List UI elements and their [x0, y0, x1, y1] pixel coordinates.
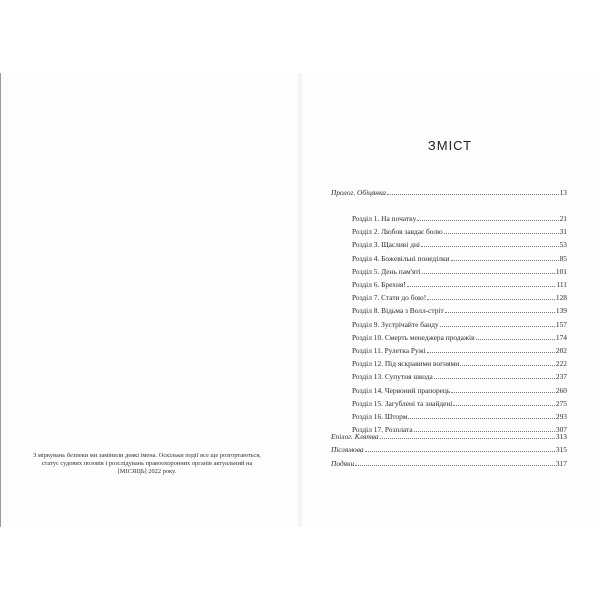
toc-entry-back-matter	[331, 444, 567, 454]
dot-leader	[451, 392, 555, 393]
toc-entry-page: 307	[555, 425, 567, 435]
toc-entry-label: Розділ 14. Червоний прапорець	[352, 385, 451, 395]
dot-leader	[408, 418, 555, 419]
toc-entry-label: Розділ 9. Зустрічайте банду	[352, 319, 439, 329]
toc-entry-page: 315	[555, 445, 567, 455]
dot-leader	[434, 378, 555, 379]
dot-leader	[476, 339, 555, 340]
toc-entry-page: 317	[555, 458, 567, 468]
toc-entry-back-matter	[331, 431, 567, 441]
book-spread	[0, 73, 600, 527]
dot-leader	[427, 352, 555, 353]
toc-title: ЗМІСТ	[427, 138, 473, 153]
toc-entry-chapter	[352, 411, 567, 421]
toc-entry-label: Розділ 5. День пам'яті	[352, 266, 421, 276]
dot-leader	[453, 405, 554, 406]
dot-leader	[417, 220, 558, 221]
dot-leader	[365, 451, 555, 452]
dot-leader	[407, 286, 556, 287]
toc-entry-label: Розділ 12. Під яскравими вогнями	[352, 359, 460, 369]
toc-entry-page: 202	[555, 346, 567, 355]
left-page	[0, 73, 300, 527]
dot-leader	[355, 465, 555, 466]
toc-entry-page: 139	[555, 306, 567, 316]
dot-leader	[444, 233, 559, 234]
dot-leader	[440, 326, 555, 327]
toc-entry-label: Розділ 8. Відьма з Волл-стріт	[352, 306, 444, 316]
toc-entry-label: Розділ 15. Загублені та знайдені	[352, 398, 453, 408]
toc-entry-page: 128	[555, 293, 567, 303]
dot-leader	[421, 246, 559, 247]
toc-entry-page: 237	[555, 372, 567, 382]
dot-leader	[422, 273, 555, 274]
toc-entry-chapter	[352, 266, 567, 276]
toc-entry-label: Розділ 10. Смерть менеджера продажів	[352, 332, 475, 342]
toc-entry-label: Розділ 11. Рулетка Ружі	[352, 346, 426, 355]
toc-entry-chapter	[352, 319, 567, 329]
toc-entry-chapter	[352, 239, 567, 249]
toc-entry-back-matter	[331, 458, 567, 468]
toc-entry-chapter	[352, 345, 567, 355]
toc-entry-label: Розділ 13. Супутня шкода	[352, 372, 433, 382]
dot-leader	[387, 194, 559, 195]
toc-entry-page: 157	[555, 319, 567, 329]
toc-entry-page: 174	[555, 332, 567, 342]
toc-entry-label: Подяки	[331, 458, 355, 468]
toc-entry-page: 293	[555, 412, 567, 421]
toc-entry-label: Епілог. Клятва	[331, 432, 379, 441]
toc-entry-chapter	[352, 226, 567, 236]
toc-entry-prologue	[331, 187, 567, 197]
toc-entry-chapter	[352, 332, 567, 342]
toc-entry-chapter	[352, 385, 567, 395]
toc-entry-label: Пролог. Обіцянка	[331, 188, 386, 197]
toc-entry-chapter	[352, 358, 567, 368]
toc-entry-chapter	[352, 253, 567, 263]
toc-entry-page: 13	[559, 188, 567, 197]
toc-entry-chapter	[352, 213, 567, 223]
toc-entry-chapter	[352, 305, 567, 315]
toc-entry-page: 260	[555, 385, 567, 395]
toc-entry-chapter	[352, 279, 567, 289]
dot-leader	[451, 260, 559, 261]
toc-entry-page: 21	[559, 214, 567, 223]
toc-entry-page: 31	[559, 227, 567, 237]
toc-entry-page: 53	[559, 240, 567, 250]
toc-entry-label: Розділ 3. Щасливі дні	[352, 240, 420, 250]
toc-entry-label: Розділ 2. Любов завдає болю	[352, 227, 443, 237]
toc-entry-label: Розділ 7. Стати до бою!	[352, 293, 427, 303]
toc-entry-page: 275	[555, 398, 567, 408]
toc-entry-chapter	[352, 371, 567, 381]
toc-entry-page: 85	[559, 253, 567, 263]
toc-entry-page: 222	[555, 359, 567, 369]
toc-entry-label: Розділ 16. Шторм	[352, 412, 408, 421]
dot-leader	[460, 365, 555, 366]
toc-entry-label: Розділ 1. На початку	[352, 214, 417, 223]
toc-entry-label: Післямова	[331, 445, 364, 455]
name-change-notice: З міркувань безпеки ми замінили деякі імена. Оскільки події все ще розгортаються, статус судових позовів і розслідувань правоохоронних органів актуальний на [МІСЯЦЬ] 2022 року.	[33, 452, 261, 476]
toc-entry-label: Розділ 6. Брехня!	[352, 280, 406, 289]
toc-entry-label: Розділ 4. Божевільні понеділки	[352, 253, 450, 263]
dot-leader	[380, 438, 555, 439]
dot-leader	[445, 312, 555, 313]
toc-entry-chapter	[352, 292, 567, 302]
toc-entry-chapter	[352, 398, 567, 408]
toc-entry-page: 101	[555, 266, 567, 276]
toc-entry-label: Розділ 17. Розплата	[352, 425, 413, 435]
dot-leader	[427, 299, 555, 300]
toc-entry-page: 313	[555, 432, 567, 441]
toc-entry-page: 111	[556, 280, 567, 289]
